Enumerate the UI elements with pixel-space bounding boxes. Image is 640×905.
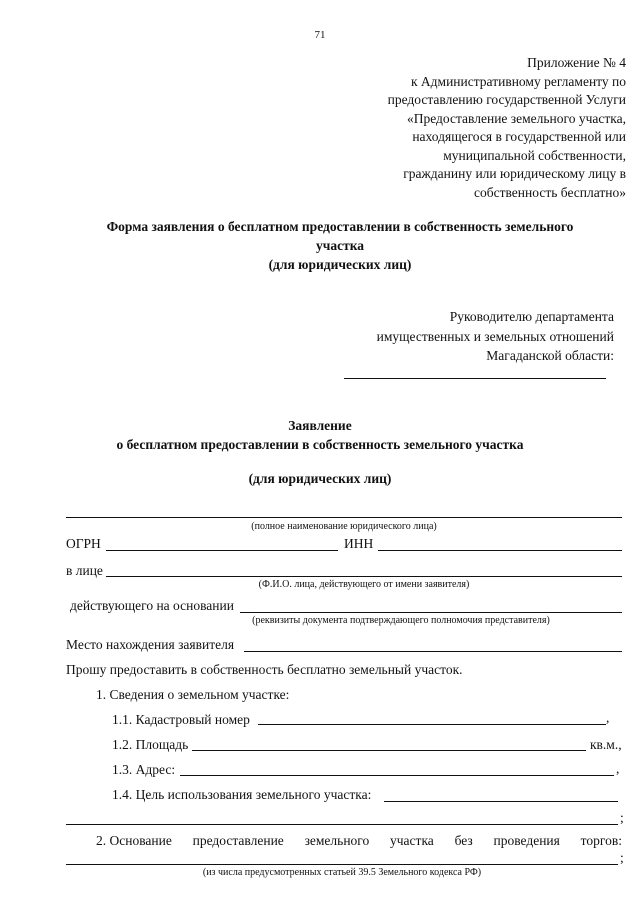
addressee-signature-line[interactable] <box>344 378 606 379</box>
full-name-field[interactable] <box>66 517 622 518</box>
basis2-word: торгов: <box>580 833 622 848</box>
ogrn-field[interactable] <box>106 550 338 551</box>
basis-label: действующего на основании <box>70 598 234 613</box>
address-comma: , <box>616 761 620 776</box>
appendix-line: собственность бесплатно» <box>474 184 626 200</box>
basis-field[interactable] <box>240 612 622 613</box>
request-text: Прошу предоставить в собственность бесплатно земельный участок. <box>66 662 463 677</box>
cadastral-label: 1.1. Кадастровый номер <box>112 712 250 727</box>
statement-heading: Заявление <box>288 418 352 433</box>
location-field[interactable] <box>244 651 622 652</box>
basis2-word: земельного <box>304 833 370 848</box>
basis2-label <box>96 833 622 849</box>
appendix-line: предоставлению государственной Услуги <box>387 92 626 107</box>
basis2-field[interactable] <box>66 864 618 865</box>
represented-by-label: в лице <box>66 563 103 578</box>
appendix-line: «Предоставление земельного участка, <box>406 110 626 126</box>
basis2-word: предоставление <box>192 833 284 848</box>
form-title-line: (для юридических лиц) <box>268 257 412 272</box>
basis2-word: участка <box>390 833 434 848</box>
address-label: 1.3. Адрес: <box>112 762 176 777</box>
statement-title <box>0 416 640 454</box>
statement-for-whom: (для юридических лиц) <box>248 471 392 486</box>
form-title <box>60 217 620 274</box>
cadastral-comma: , <box>606 710 610 725</box>
basis2-word: 2. Основание <box>96 833 172 848</box>
basis-hint: (реквизиты документа подтверждающего полномочия представителя) <box>252 615 550 626</box>
location-label: Место нахождения заявителя <box>66 637 235 652</box>
form-title-line: Форма заявления о бесплатном предоставлении в собственность земельного <box>106 219 574 234</box>
purpose-semicolon: ; <box>620 810 624 825</box>
basis2-semicolon: ; <box>620 850 624 865</box>
purpose-field-continued[interactable] <box>66 824 618 825</box>
appendix-line: гражданину или юридическому лицу в <box>403 166 626 181</box>
inn-field[interactable] <box>378 550 622 551</box>
appendix-line: находящегося в государственной или <box>412 129 626 144</box>
section1-title: 1. Сведения о земельном участке: <box>96 687 290 702</box>
form-title-line: участка <box>315 238 365 253</box>
addressee-line: Руководителю департамента <box>449 309 614 324</box>
address-field[interactable] <box>180 775 614 776</box>
purpose-field[interactable] <box>384 801 618 802</box>
cadastral-number-field[interactable] <box>258 724 606 725</box>
basis2-word: проведения <box>493 833 560 848</box>
statement-subheading: о бесплатном предоставлении в собственность земельного участка <box>116 437 524 452</box>
page-number: 71 <box>314 29 326 41</box>
basis2-word: без <box>454 833 473 848</box>
appendix-line: к Административному регламенту по <box>410 73 626 89</box>
inn-label: ИНН <box>344 536 374 551</box>
area-unit: кв.м., <box>590 737 622 752</box>
full-name-hint: (полное наименование юридического лица) <box>251 521 437 532</box>
appendix-line: Приложение № 4 <box>527 55 626 70</box>
represented-by-field[interactable] <box>106 576 622 577</box>
addressee-line: Магаданской области: <box>486 348 614 363</box>
basis2-hint: (из числа предусмотренных статьей 39.5 Земельного кодекса РФ) <box>202 867 482 878</box>
ogrn-label: ОГРН <box>66 536 101 551</box>
area-field[interactable] <box>192 750 586 751</box>
appendix-line: муниципальной собственности, <box>443 147 626 163</box>
area-label: 1.2. Площадь <box>112 737 189 752</box>
represented-by-hint: (Ф.И.О. лица, действующего от имени заявителя) <box>258 579 470 590</box>
addressee-line: имущественных и земельных отношений <box>376 328 614 344</box>
appendix-block <box>388 54 626 202</box>
purpose-label: 1.4. Цель использования земельного участка: <box>112 787 372 802</box>
addressee-block <box>377 307 614 366</box>
